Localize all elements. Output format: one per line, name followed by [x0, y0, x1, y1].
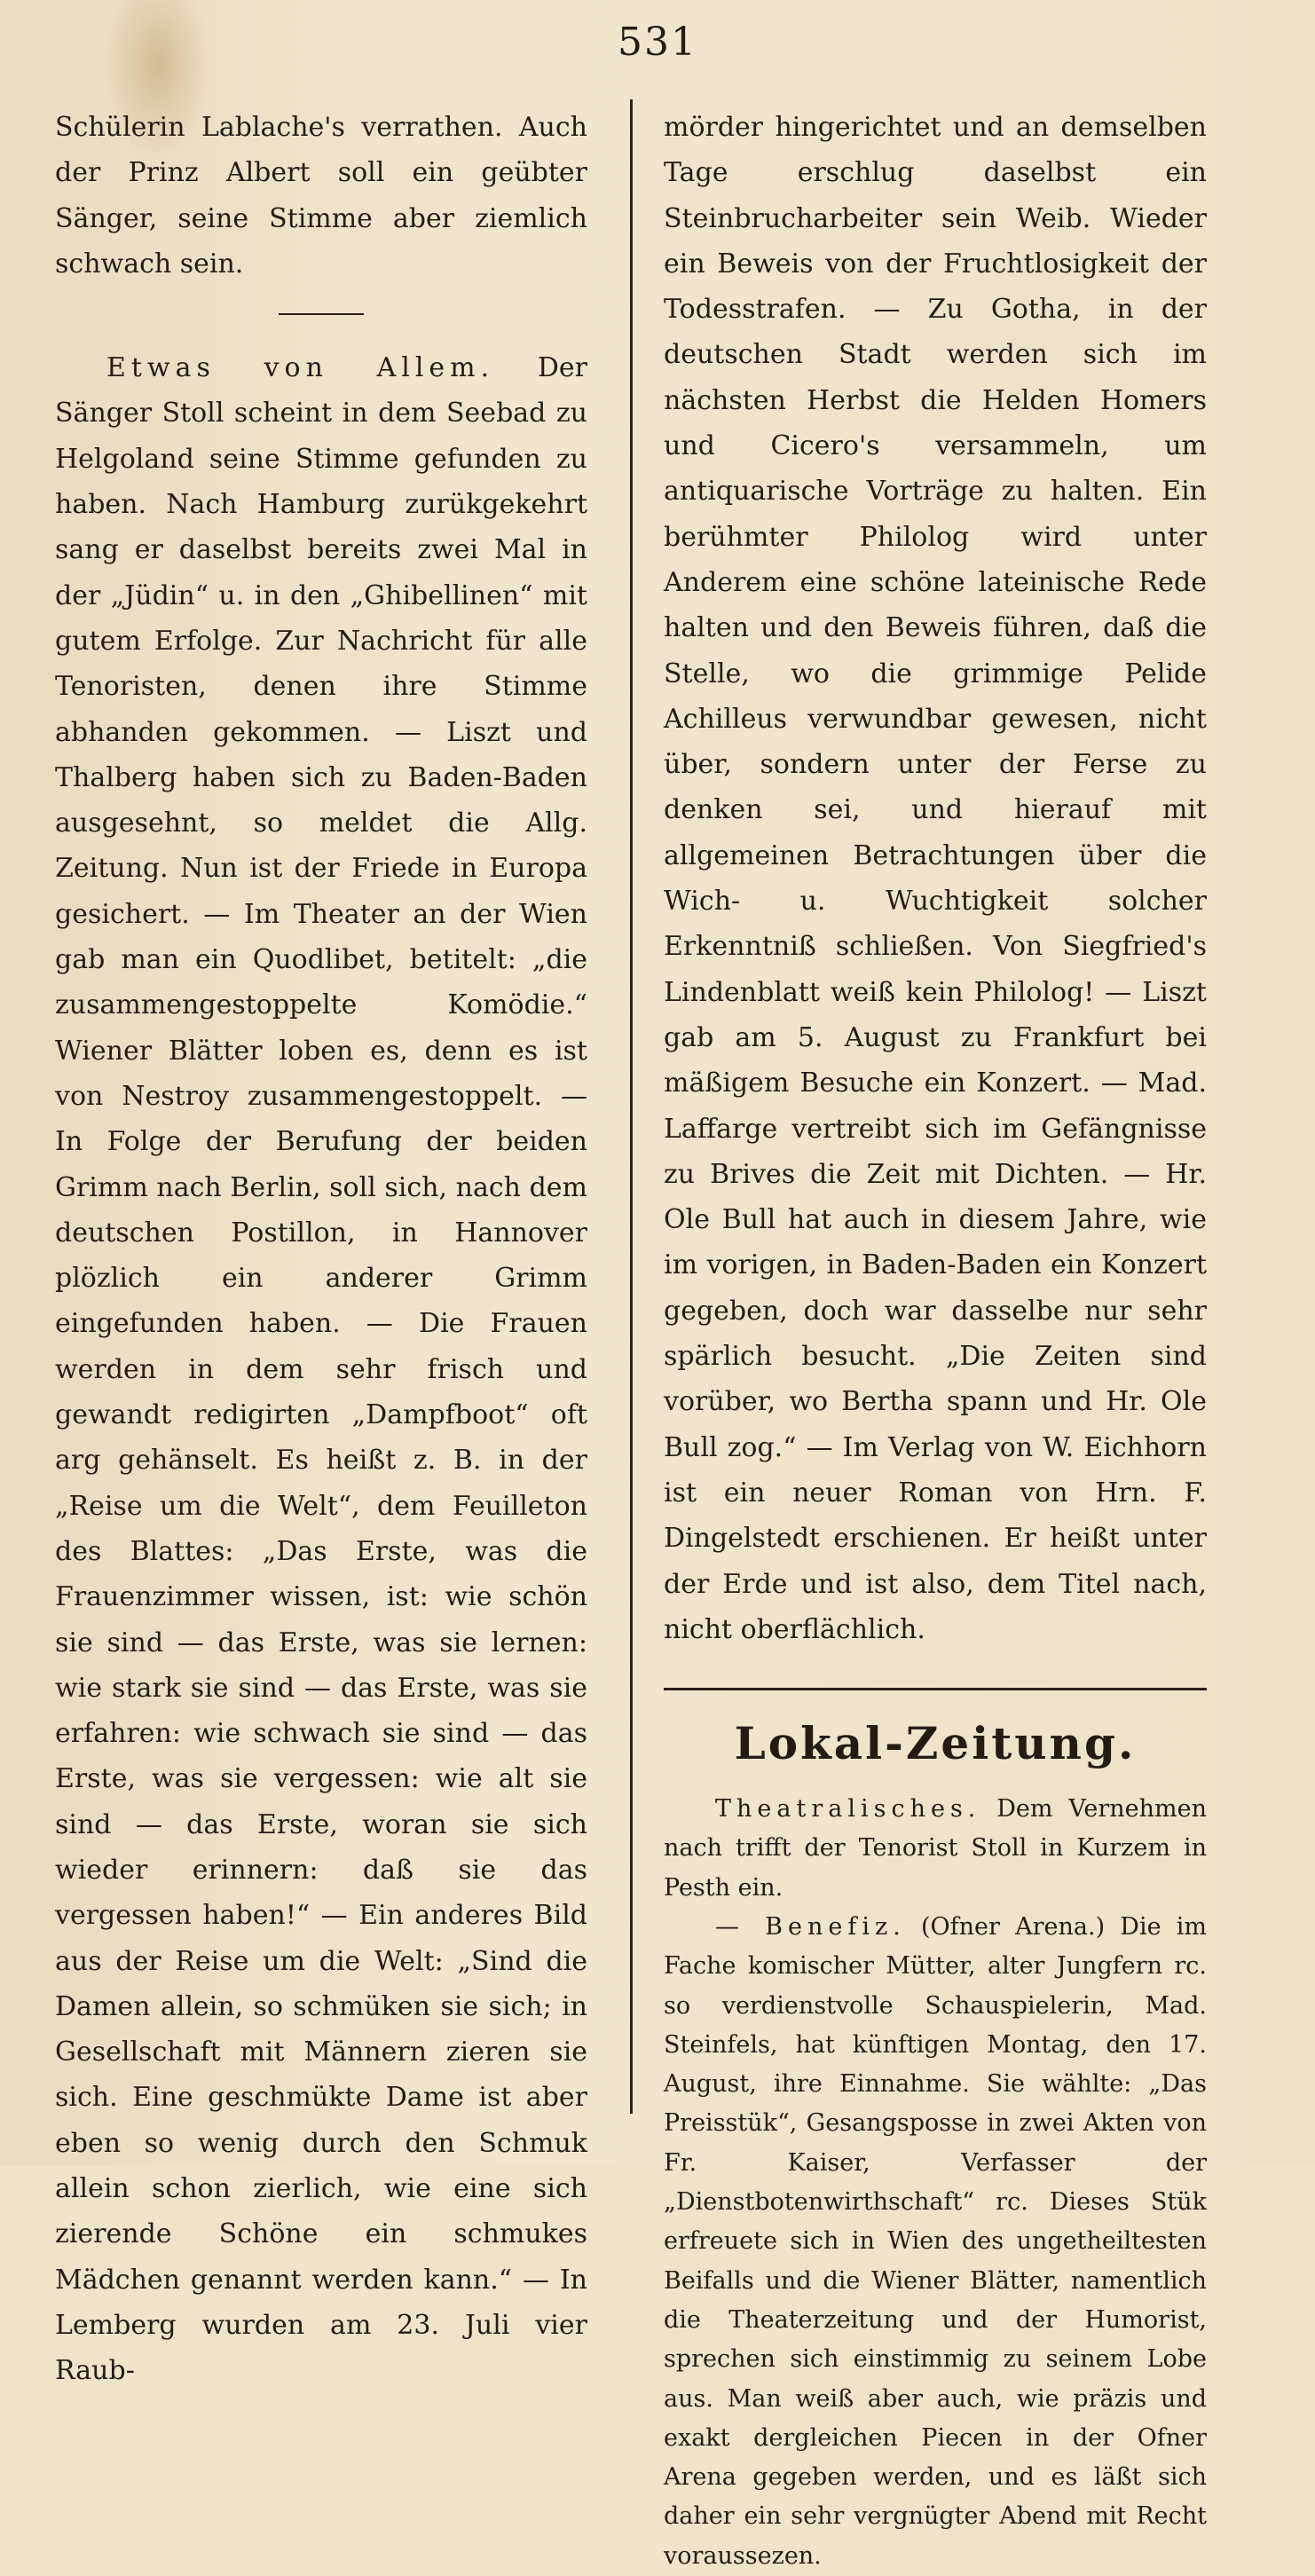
right-paragraph-benefiz [664, 1908, 1207, 2576]
left-column [55, 105, 587, 2387]
right-paragraph-theatralisches [664, 1790, 1207, 1908]
left-paragraph-1: Schülerin Lablache's verrathen. Auch der Prinz Albert soll ein geübter Sänger, seine Stimme aber ziemlich schwach sein. [55, 112, 587, 280]
paragraph-lead-etwas-von-allem: Etwas von Allem. [106, 352, 495, 384]
right-paragraph-1: mörder hingerichtet und an demselben Tage erschlug daselbst ein Steinbrucharbeiter sein Weib. Wieder ein Beweis von der Fruchtlosigkeit der Todesstrafen. — Zu Gotha, in der deutschen Stadt werden sich im nächsten Herbst die Helden Homers und Cicero's versammeln, um antiquarische Vorträge zu halten. Ein berühmter Philolog wird unter Anderem eine schöne lateinische Rede halten und den Beweis führen, daß die Stelle, wo die grimmige Pelide Achilleus verwundbar gewesen, nicht über, sondern unter der Ferse zu denken sei, und hierauf mit allgemeinen Betrachtungen über die Wich- u. Wuchtigkeit solcher Erkenntniß schließen. Von Siegfried's Lindenblatt weiß kein Philolog! — Liszt gab am 5. August zu Frankfurt bei mäßigem Besuche ein Konzert. — Mad. Laffarge vertreibt sich im Gefängnisse zu Brives die Zeit mit Dichten. — Hr. Ole Bull hat auch in diesem Jahre, wie im vorigen, in Baden-Baden ein Konzert gegeben, doch war dasselbe nur sehr spärlich besucht. „Die Zeiten sind vorüber, wo Bertha spann und Hr. Ole Bull zog.“ — Im Verlag von W. Eichhorn ist ein neuer Roman von Hrn. F. Dingelstedt erschienen. Er heißt unter der Erde und ist also, dem Titel nach, nicht oberflächlich. [664, 112, 1207, 1645]
right-column [664, 105, 1207, 2570]
column-divider-line [630, 99, 633, 2114]
section-divider [279, 313, 364, 315]
page-number: 531 [618, 20, 697, 65]
paragraph-lead-benefiz: — Benefiz. [715, 1912, 906, 1941]
section-divider [664, 1688, 1207, 1690]
paragraph-body: (Ofner Arena.) Die im Fache komischer Mütter, alter Jungfern rc. so verdienstvolle Schauspielerin, Mad. Steinfels, hat künftigen Montag, den 17. August, ihre Einnahme. Sie wählte: „Das Preisstük“, Gesangsposse in zwei Akten von Fr. Kaiser, Verfasser der „Dienstbotenwirthschaft“ rc. Dieses Stük erfreuete sich in Wien des ungetheiltesten Beifalls und die Wiener Blätter, namentlich die Theaterzeitung und der Humorist, sprechen sich einstimmig zu seinem Lobe aus. Man weiß aber auch, wie präzis und exakt dergleichen Piecen in der Ofner Arena gegeben werden, und es läßt sich daher ein sehr vergnügter Abend mit Recht voraussezen. [664, 1912, 1207, 2570]
left-paragraph-2 [55, 345, 587, 2393]
paragraph-body: Der Sänger Stoll scheint in dem Seebad zu Helgoland seine Stimme gefunden zu haben. Nach Hamburg zurükgekehrt sang er daselbst bereits zwei Mal in der „Jüdin“ u. in den „Ghibellinen“ mit gutem Erfolge. Zur Nachricht für alle Tenoristen, denen ihre Stimme abhanden gekommen. — Liszt und Thalberg haben sich zu Baden-Baden ausgesehnt, so meldet die Allg. Zeitung. Nun ist der Friede in Europa gesichert. — Im Theater an der Wien gab man ein Quodlibet, betitelt: „die zusammengestoppelte Komödie.“ Wiener Blätter loben es, denn es ist von Nestroy zusammengestoppelt. — In Folge der Berufung der beiden Grimm nach Berlin, soll sich, nach dem deutschen Postillon, in Hannover plözlich ein anderer Grimm eingefunden haben. — Die Frauen werden in dem sehr frisch und gewandt redigirten „Dampfboot“ oft arg gehänselt. Es heißt z. B. in der „Reise um die Welt“, dem Feuilleton des Blattes: „Das Erste, was die Frauenzimmer wissen, ist: wie schön sie sind — das Erste, was sie lernen: wie stark sie sind — das Erste, was sie erfahren: wie schwach sie sind — das Erste, was sie vergessen: wie alt sie sind — das Erste, woran sie sich wieder erinnern: daß sie das vergessen haben!“ — Ein anderes Bild aus der Reise um die Welt: „Sind die Damen allein, so schmüken sie sich; in Gesellschaft mit Männern zieren sie sich. Eine geschmükte Dame ist aber eben so wenig durch den Schmuk allein schon zierlich, wie eine sich zierende Schöne ein schmukes Mädchen genannt werden kann.“ — In Lemberg wurden am 23. Juli vier Raub- [55, 352, 587, 2387]
section-heading-lokal-zeitung: Lokal-Zeitung. [734, 1717, 1137, 1770]
paragraph-body: Dem Vernehmen nach trifft der Tenorist Stoll in Kurzem in Pesth ein. [664, 1795, 1207, 1902]
paragraph-lead-theatralisches: Theatralisches. [715, 1795, 981, 1824]
